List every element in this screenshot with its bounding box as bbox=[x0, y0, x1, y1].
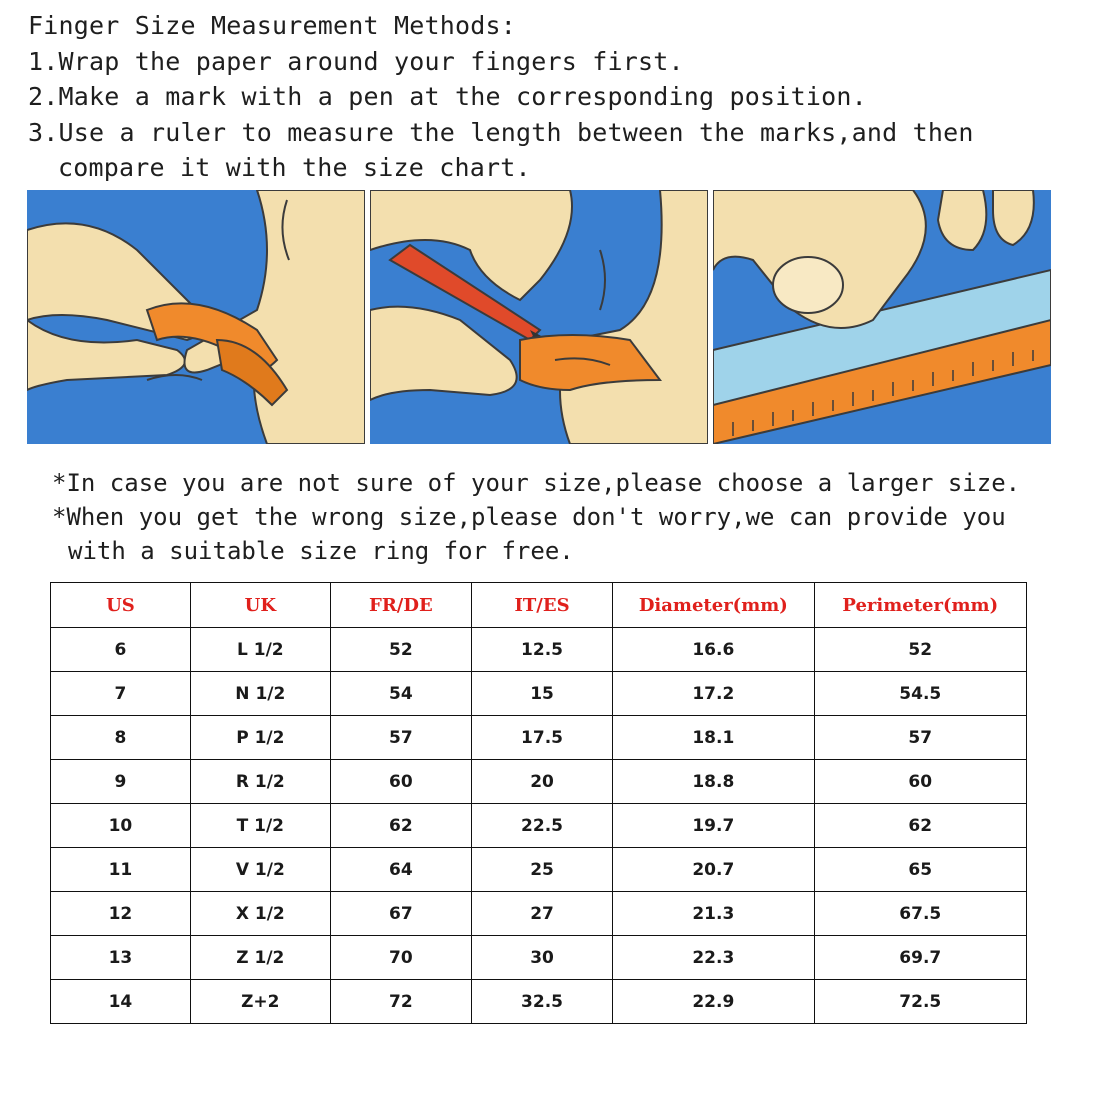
cell-us: 13 bbox=[51, 936, 191, 980]
header-it-es: IT/ES bbox=[471, 583, 612, 628]
note-wrong-size-continued: with a suitable size ring for free. bbox=[68, 537, 574, 565]
cell-fr-de: 54 bbox=[330, 672, 471, 716]
size-table bbox=[50, 582, 1027, 1024]
cell-us: 11 bbox=[51, 848, 191, 892]
cell-it-es: 22.5 bbox=[471, 804, 612, 848]
cell-us: 10 bbox=[51, 804, 191, 848]
cell-fr-de: 62 bbox=[330, 804, 471, 848]
table-row bbox=[51, 804, 1027, 848]
cell-uk: X 1/2 bbox=[190, 892, 330, 936]
cell-fr-de: 60 bbox=[330, 760, 471, 804]
cell-diameter: 22.3 bbox=[613, 936, 814, 980]
cell-uk: L 1/2 bbox=[190, 628, 330, 672]
cell-perimeter: 69.7 bbox=[814, 936, 1026, 980]
cell-it-es: 20 bbox=[471, 760, 612, 804]
note-larger-size: *In case you are not sure of your size,please choose a larger size. bbox=[52, 469, 1021, 497]
cell-us: 9 bbox=[51, 760, 191, 804]
step-3-continued: compare it with the size chart. bbox=[58, 153, 531, 182]
cell-perimeter: 57 bbox=[814, 716, 1026, 760]
cell-fr-de: 70 bbox=[330, 936, 471, 980]
cell-fr-de: 52 bbox=[330, 628, 471, 672]
mark-with-pen-illustration bbox=[370, 190, 708, 444]
cell-fr-de: 57 bbox=[330, 716, 471, 760]
cell-diameter: 21.3 bbox=[613, 892, 814, 936]
table-row bbox=[51, 848, 1027, 892]
table-row bbox=[51, 892, 1027, 936]
cell-diameter: 20.7 bbox=[613, 848, 814, 892]
wrap-paper-illustration bbox=[27, 190, 365, 444]
cell-us: 8 bbox=[51, 716, 191, 760]
cell-it-es: 30 bbox=[471, 936, 612, 980]
cell-uk: T 1/2 bbox=[190, 804, 330, 848]
cell-diameter: 19.7 bbox=[613, 804, 814, 848]
cell-diameter: 17.2 bbox=[613, 672, 814, 716]
cell-perimeter: 72.5 bbox=[814, 980, 1026, 1024]
header-fr-de: FR/DE bbox=[330, 583, 471, 628]
cell-it-es: 12.5 bbox=[471, 628, 612, 672]
header-us: US bbox=[51, 583, 191, 628]
header-uk: UK bbox=[190, 583, 330, 628]
cell-it-es: 32.5 bbox=[471, 980, 612, 1024]
cell-diameter: 18.1 bbox=[613, 716, 814, 760]
table-row bbox=[51, 628, 1027, 672]
cell-perimeter: 60 bbox=[814, 760, 1026, 804]
cell-fr-de: 67 bbox=[330, 892, 471, 936]
cell-diameter: 22.9 bbox=[613, 980, 814, 1024]
cell-diameter: 16.6 bbox=[613, 628, 814, 672]
cell-uk: Z 1/2 bbox=[190, 936, 330, 980]
cell-uk: N 1/2 bbox=[190, 672, 330, 716]
step-1: 1.Wrap the paper around your fingers first. bbox=[28, 46, 684, 76]
cell-uk: V 1/2 bbox=[190, 848, 330, 892]
cell-us: 6 bbox=[51, 628, 191, 672]
cell-uk: P 1/2 bbox=[190, 716, 330, 760]
step-2: 2.Make a mark with a pen at the corresponding position. bbox=[28, 82, 867, 111]
table-row bbox=[51, 716, 1027, 760]
illustrations bbox=[27, 190, 1051, 444]
table-header-row bbox=[51, 583, 1027, 628]
notes bbox=[52, 466, 1052, 568]
cell-fr-de: 72 bbox=[330, 980, 471, 1024]
cell-perimeter: 67.5 bbox=[814, 892, 1026, 936]
cell-uk: R 1/2 bbox=[190, 760, 330, 804]
table-row bbox=[51, 980, 1027, 1024]
cell-us: 14 bbox=[51, 980, 191, 1024]
cell-us: 12 bbox=[51, 892, 191, 936]
header-perimeter: Perimeter(mm) bbox=[814, 583, 1026, 628]
table-row bbox=[51, 760, 1027, 804]
cell-fr-de: 64 bbox=[330, 848, 471, 892]
cell-it-es: 17.5 bbox=[471, 716, 612, 760]
cell-it-es: 27 bbox=[471, 892, 612, 936]
cell-perimeter: 62 bbox=[814, 804, 1026, 848]
cell-us: 7 bbox=[51, 672, 191, 716]
header-diameter: Diameter(mm) bbox=[613, 583, 814, 628]
cell-perimeter: 54.5 bbox=[814, 672, 1026, 716]
cell-it-es: 15 bbox=[471, 672, 612, 716]
cell-perimeter: 52 bbox=[814, 628, 1026, 672]
table-row bbox=[51, 936, 1027, 980]
instructions bbox=[28, 8, 1078, 186]
step-3: 3.Use a ruler to measure the length between the marks,and then bbox=[28, 117, 974, 147]
cell-perimeter: 65 bbox=[814, 848, 1026, 892]
measure-with-ruler-illustration bbox=[713, 190, 1051, 444]
instructions-title: Finger Size Measurement Methods: bbox=[28, 11, 517, 40]
table-row bbox=[51, 672, 1027, 716]
cell-uk: Z+2 bbox=[190, 980, 330, 1024]
note-wrong-size: *When you get the wrong size,please don't worry,we can provide you bbox=[52, 503, 1006, 531]
cell-it-es: 25 bbox=[471, 848, 612, 892]
cell-diameter: 18.8 bbox=[613, 760, 814, 804]
